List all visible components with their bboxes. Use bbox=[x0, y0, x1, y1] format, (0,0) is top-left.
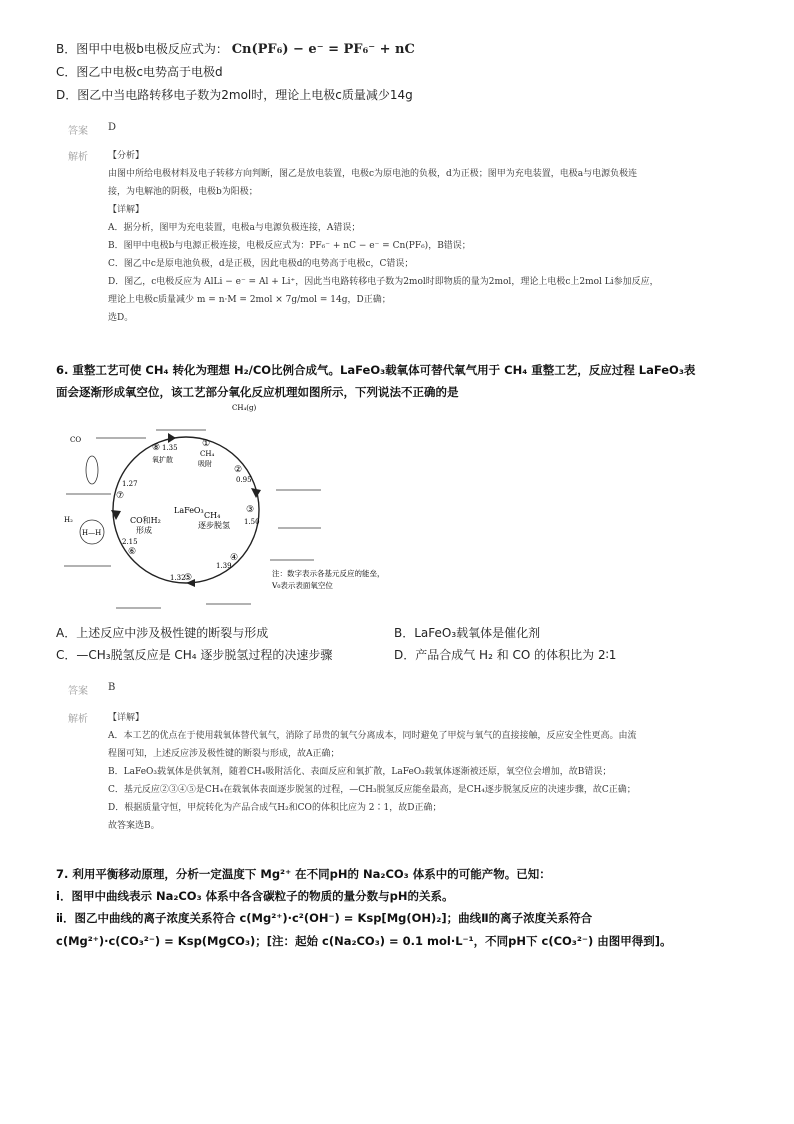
q5-analysis-line: B．图甲中电极b与电源正极连接，电极反应式为：PF₆⁻ + nC − e⁻ = Cn(PF₆)，B错误； bbox=[108, 241, 471, 251]
center-ch4: CH₄ bbox=[204, 511, 221, 520]
q6-answer-label: 答案 bbox=[68, 686, 88, 697]
step4-marker: ④ bbox=[230, 553, 239, 563]
center-lafeo3: LaFeO₃ bbox=[174, 506, 204, 515]
q7-stem-line3: ⅱ．图乙中曲线的离子浓度关系符合 c(Mg²⁺)·c²(OH⁻) = Ksp[Mg(OH)₂]；曲线Ⅱ的离子浓度关系符合 bbox=[56, 911, 593, 925]
q5-analysis-line: 选D。 bbox=[108, 313, 134, 323]
diagram-note-line2: V₀表示表面氧空位 bbox=[272, 581, 333, 590]
co-label: CO bbox=[70, 436, 82, 444]
step3-marker: ③ bbox=[246, 505, 255, 515]
q5-option-b-formula: Cn(PF₆) − e⁻ = PF₆⁻ + nC bbox=[231, 42, 415, 57]
q5-analysis-line: 【详解】 bbox=[108, 205, 145, 215]
q5-option-d: D．图乙中当电路转移电子数为2mol时，理论上电极c质量减少14g bbox=[56, 88, 413, 102]
q5-analysis-line: A．据分析，图甲为充电装置，电极a与电源负极连接，A错误； bbox=[108, 223, 361, 233]
q5-option-b-text: B．图甲中电极b电极反应式为： bbox=[56, 42, 228, 56]
diagram-note-line1: 注：数字表示各基元反应的能垒， bbox=[272, 569, 385, 578]
step8-value: 1.35 bbox=[162, 444, 178, 452]
q6-analysis-line: 程图可知，上述反应涉及极性键的断裂与形成，故A正确； bbox=[108, 749, 340, 759]
q5-analysis-line: 【分析】 bbox=[108, 151, 145, 161]
q6-analysis-line: D．根据质量守恒，甲烷转化为产品合成气H₂和CO的体积比应为 2∶1，故D正确； bbox=[108, 803, 442, 813]
q6-answer: B bbox=[108, 682, 116, 693]
step6-marker: ⑥ bbox=[128, 547, 137, 557]
q5-option-c: C．图乙中电极c电势高于电极d bbox=[56, 65, 223, 79]
q6-analysis-line: A．本工艺的优点在于使用载氧体替代氧气，消除了昂贵的氧气分离成本，同时避免了甲烷与氧气的直接接触，反应安全性更高。由流 bbox=[108, 731, 637, 741]
step7-value: 1.27 bbox=[122, 480, 138, 488]
center-dehydrogenation: 逐步脱氢 bbox=[198, 521, 230, 530]
q6-analysis-line: 【详解】 bbox=[108, 713, 145, 723]
center-formed: 形成 bbox=[136, 526, 152, 535]
q5-analysis-line: C．图乙中c是原电池负极，d是正极，因此电极d的电势高于电极c，C错误； bbox=[108, 259, 414, 269]
q6-analysis-line: C．基元反应②③④⑤是CH₄在载氧体表面逐步脱氢的过程，—CH₃脱氢反应能垒最高，是CH₄逐步脱氢反应的决速步骤，故C正确； bbox=[108, 785, 636, 795]
q5-analysis-line: D．图乙，c电极反应为 AlLi − e⁻ = Al + Li⁺，因此当电路转移电子数为2mol时即物质的量为2mol，理论上电极c上2mol Li参加反应， bbox=[108, 277, 659, 287]
q6-option-a: A．上述反应中涉及极性键的断裂与形成 bbox=[56, 626, 269, 640]
q7-stem-line2: ⅰ．图甲中曲线表示 Na₂CO₃ 体系中各含碳粒子的物质的量分数与pH的关系。 bbox=[56, 889, 454, 903]
step4-value: 1.39 bbox=[216, 562, 232, 570]
cycle-arrow-icon bbox=[251, 488, 261, 498]
step5-marker: ⑤ bbox=[184, 573, 193, 583]
step6-value: 2.15 bbox=[122, 538, 138, 546]
q6-option-d: D．产品合成气 H₂ 和 CO 的体积比为 2∶1 bbox=[394, 648, 617, 662]
q6-option-b: B．LaFeO₃载氧体是催化剂 bbox=[394, 626, 541, 640]
q5-analysis-label: 解析 bbox=[68, 152, 88, 163]
q6-analysis-line: B．LaFeO₃载氧体是供氧剂，随着CH₄吸附活化、表面反应和氧扩散，LaFeO₃载氧体逐渐被还原，氧空位会增加，故B错误； bbox=[108, 767, 612, 777]
step7-marker: ⑦ bbox=[116, 491, 125, 501]
q7-stem-line4: c(Mg²⁺)·c(CO₃²⁻) = Ksp(MgCO₃)；[注：起始 c(Na₂CO₃) = 0.1 mol·L⁻¹，不同pH下 c(CO₃²⁻) 由图甲得到]。 bbox=[56, 934, 672, 948]
step5-value: 1.32 bbox=[170, 574, 186, 582]
cycle-arrow-icon bbox=[168, 433, 176, 443]
step8-label: 氧扩散 bbox=[152, 456, 173, 464]
q6-mechanism-diagram bbox=[56, 398, 416, 620]
q7-stem-line1: 7. 利用平衡移动原理，分析一定温度下 Mg²⁺ 在不同pH的 Na₂CO₃ 体系中的可能产物。已知： bbox=[56, 867, 551, 881]
q5-answer: D bbox=[108, 122, 117, 133]
hh-bond-label: H—H bbox=[82, 529, 102, 537]
step2-marker: ② bbox=[234, 465, 243, 475]
q6-analysis-line: 故答案选B。 bbox=[108, 821, 160, 831]
step2-value: 0.95 bbox=[236, 476, 252, 484]
q5-analysis-line: 由图中所给电极材料及电子转移方向判断，图乙是放电装置，电极c为原电池的负极，d为正极；图甲为充电装置，电极a与电源负极连 bbox=[108, 169, 638, 179]
q6-stem-line1: 6. 重整工艺可使 CH₄ 转化为理想 H₂/CO比例合成气。LaFeO₃载氧体可替代氧气用于 CH₄ 重整工艺，反应过程 LaFeO₃表 bbox=[56, 363, 696, 377]
center-co-h2: CO和H₂ bbox=[130, 516, 161, 525]
h2-label: H₂ bbox=[64, 516, 73, 524]
step8-marker: ⑧ bbox=[152, 443, 161, 453]
step3-value: 1.50 bbox=[244, 518, 260, 526]
q6-analysis-label: 解析 bbox=[68, 714, 88, 725]
q6-stem-line2: 面会逐渐形成氧空位，该工艺部分氧化反应机理如图所示，下列说法不正确的是 bbox=[56, 385, 459, 399]
step1-label: CH₄ bbox=[200, 450, 215, 458]
step1-label2: 吸附 bbox=[198, 460, 212, 468]
q6-option-c: C．—CH₃脱氢反应是 CH₄ 逐步脱氢过程的决速步骤 bbox=[56, 648, 333, 662]
q5-analysis-line: 接，为电解池的阴极，电极b为阳极； bbox=[108, 187, 258, 197]
q5-option-b bbox=[56, 40, 415, 57]
ch4-gas-label: CH₄(g) bbox=[232, 404, 257, 412]
step1-marker: ① bbox=[202, 439, 211, 449]
q5-analysis-line: 理论上电极c质量减少 m = n·M = 2mol × 7g/mol = 14g，D正确； bbox=[108, 295, 391, 305]
q5-answer-label: 答案 bbox=[68, 126, 88, 137]
